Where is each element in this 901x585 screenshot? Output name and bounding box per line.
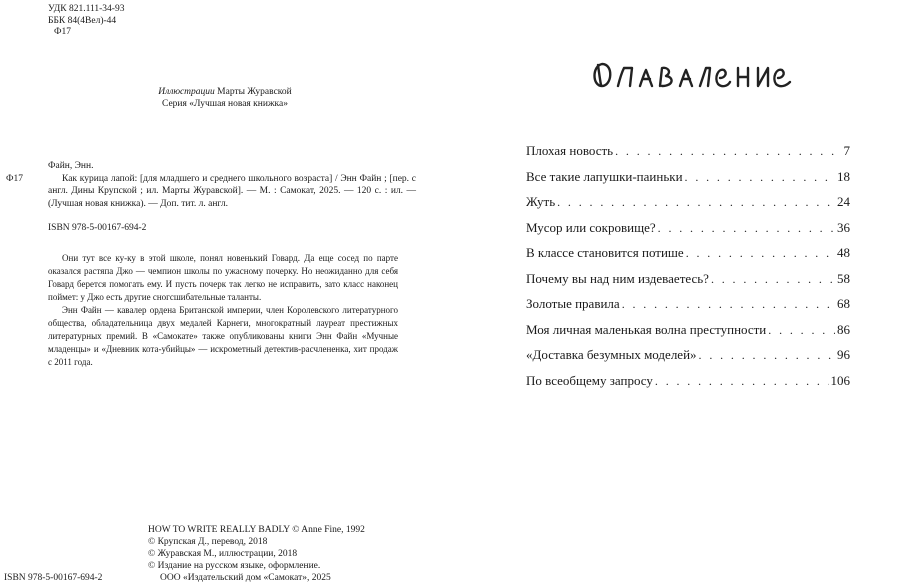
toc-leader-dots [615,144,841,159]
toc-entry[interactable] [526,271,850,297]
toc-entry-page: 24 [837,194,850,209]
bottom-isbn: ISBN 978-5-00167-694-2 [4,573,103,583]
toc-entry[interactable] [526,296,850,322]
annotation-paragraph: Энн Файн — кавалер ордена Британской империи, член Королевского литературного общества, обладательница двух медалей Карнеги, многократный лауреат престижных литературных премий. В «Самокате» также опубликованы книги Энн Файн «Мучные младенцы» и «Дневник кота-убийцы» — искрометный детектив-расчлененка, хит продаж с 2011 года. [48,305,398,367]
udc-code: УДК 821.111-34-93 [48,4,125,14]
toc-entry-page: 86 [837,321,850,337]
bbk-code: ББК 84(4Вел)-44 [48,15,117,26]
catalog-author: Файн, Энн. [48,161,94,171]
catalog-code: Ф17 [6,173,24,184]
toc-entry-page: 18 [837,168,850,184]
illustrator-name: Марты Журавской [217,87,292,97]
toc-entry-title: «Доставка безумных моделей» [526,347,697,362]
copyright-line: HOW TO WRITE REALLY BADLY © Anne Fine, 1992 [148,525,365,535]
catalog-record [6,160,416,235]
annotation-paragraph: Они тут все ку-ку в этой школе, понял новенький Говард. Да еще сосед по парте оказался растяпа Джо — чемпион школы по ужасному почерку. Но неожиданно для себя Говард берется помогать ему. И пусть почерк так легко не исправить, зато класс наконец поймет: у Джо есть другие сногсшибательные таланты. [48,253,398,302]
toc-leader-dots [658,221,835,236]
illustrations-prefix: Иллюстрации [158,87,215,97]
imprint-page [0,0,450,585]
annotation [48,252,398,369]
classification-codes [48,4,124,39]
toc-entry-page: 7 [843,143,850,158]
toc-entry-title: Все такие лапушки-паиньки [526,168,683,184]
toc-entry-title: Жуть [526,194,556,209]
toc-leader-dots [711,272,835,287]
toc-leader-dots [685,170,835,185]
contents-heading-lettering [588,34,808,94]
toc-entry-title: Моя личная маленькая волна преступности [526,321,767,337]
toc-leader-dots [699,348,835,363]
series-name: Серия «Лучшая новая книжка» [162,99,288,109]
toc-entry[interactable] [526,373,850,399]
toc-entry-title: Почему вы над ним издеваетесь? [526,270,709,286]
toc-leader-dots [768,323,835,338]
toc-entry-page: 96 [837,347,850,362]
toc-entry[interactable] [526,322,850,348]
toc-entry[interactable] [526,245,850,271]
table-of-contents [526,143,850,398]
toc-entry-title: По всеобщему запросу [526,372,653,388]
contents-page [450,0,901,585]
catalog-entry: Как курица лапой: [для младшего и среднего школьного возраста] / Энн Файн ; [пер. с англ. Дины Крупской ; ил. Марты Журавской]. — М. : Самокат, 2025. — 120 с. : ил. — (Лучшая новая книжка). — Доп. тит. л. англ. [48,173,416,209]
copyright-line: © Журавская М., иллюстрации, 2018 [148,549,298,559]
toc-leader-dots [557,195,835,210]
credits [0,86,450,110]
author-code: Ф17 [54,27,72,37]
copyright-line: ООО «Издательский дом «Самокат», 2025 [160,573,331,583]
copyright-line: © Издание на русском языке, оформление. [148,561,321,571]
toc-entry[interactable] [526,169,850,195]
toc-entry-page: 48 [837,245,850,260]
toc-entry-title: В классе становится потише [526,245,684,260]
catalog-isbn: ISBN 978-5-00167-694-2 [48,223,147,233]
toc-entry-page: 106 [830,372,850,388]
contents-heading [588,34,808,94]
toc-entry[interactable] [526,220,850,246]
toc-leader-dots [655,374,829,389]
toc-entry-title: Мусор или сокровище? [526,219,656,235]
toc-leader-dots [686,246,835,261]
toc-entry-page: 58 [837,270,850,286]
toc-entry[interactable] [526,347,850,373]
toc-entry-page: 36 [837,219,850,235]
toc-entry[interactable] [526,143,850,169]
toc-entry-title: Плохая новость [526,143,614,158]
toc-entry-page: 68 [837,296,850,311]
toc-leader-dots [622,297,835,312]
illustrator-credit [0,86,450,98]
toc-entry-title: Золотые правила [526,296,620,311]
toc-entry[interactable] [526,194,850,220]
copyright-line: © Крупская Д., перевод, 2018 [148,537,268,547]
